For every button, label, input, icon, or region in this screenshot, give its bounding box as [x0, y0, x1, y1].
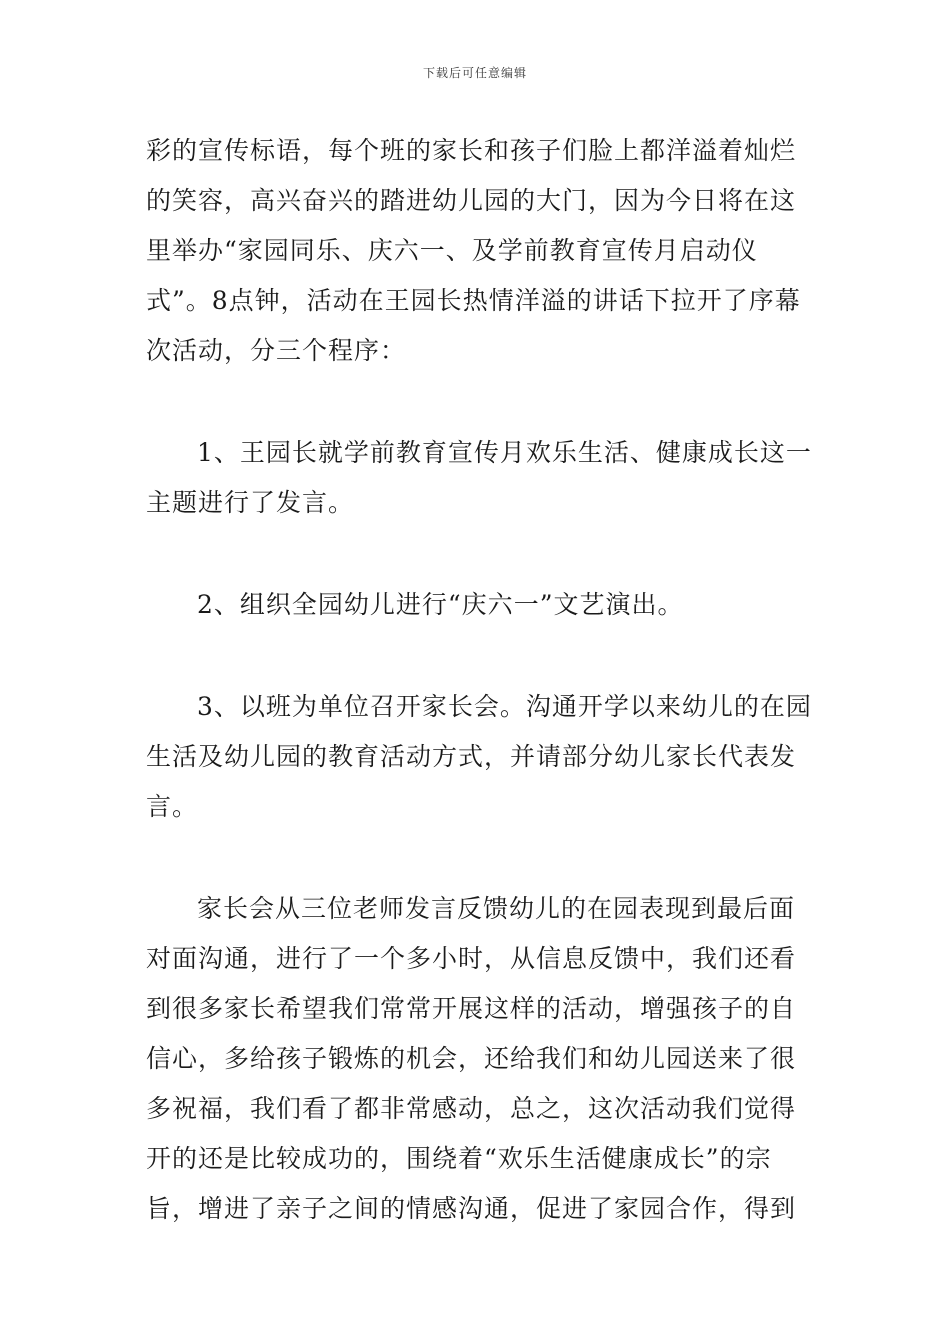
- text-line: 生活及幼儿园的教育活动方式，并请部分幼儿家长代表发: [146, 742, 797, 771]
- text-line: 里举办“家园同乐、庆六一、及学前教育宣传月启动仪: [146, 236, 758, 265]
- page-header: 下载后可任意编辑: [422, 66, 527, 80]
- text-line: 信心，多给孩子锻炼的机会，还给我们和幼儿园送来了很: [146, 1044, 797, 1073]
- text-line: 开的还是比较成功的，围绕着“欢乐生活健康成长”的宗: [146, 1144, 772, 1173]
- paragraph-program-2: [146, 580, 810, 630]
- text-line: 1、王园长就学前教育宣传月欢乐生活、健康成长这一: [197, 438, 812, 467]
- text-line: 3、以班为单位召开家长会。沟通开学以来幼儿的在园: [197, 692, 812, 721]
- document-body: [146, 126, 810, 1234]
- text-line: 家长会从三位老师发言反馈幼儿的在园表现到最后面: [197, 894, 796, 923]
- paragraph-spacer: [146, 832, 810, 884]
- paragraph-spacer: [146, 528, 810, 580]
- text-line: 彩的宣传标语，每个班的家长和孩子们脸上都洋溢着灿烂: [146, 136, 797, 165]
- text-line: 的笑容，高兴奋兴的踏进幼儿园的大门，因为今日将在这: [146, 186, 797, 215]
- paragraph-spacer: [146, 630, 810, 682]
- paragraph-summary: [146, 884, 810, 1234]
- text-line: 多祝福，我们看了都非常感动，总之，这次活动我们觉得: [146, 1094, 797, 1123]
- text-line: 言。: [146, 792, 199, 821]
- text-line: 式”。8点钟，活动在王园长热情洋溢的讲话下拉开了序幕: [146, 286, 801, 315]
- paragraph-spacer: [146, 376, 810, 428]
- text-line: 次活动，分三个程序：: [146, 336, 407, 365]
- paragraph-program-3: [146, 682, 810, 832]
- text-line: 到很多家长希望我们常常开展这样的活动，增强孩子的自: [146, 994, 797, 1023]
- paragraph-intro: [146, 126, 810, 376]
- text-line: 2、组织全园幼儿进行“庆六一”文艺演出。: [197, 590, 684, 619]
- text-line: 主题进行了发言。: [146, 488, 355, 517]
- text-line: 旨，增进了亲子之间的情感沟通，促进了家园合作，得到: [146, 1194, 797, 1223]
- paragraph-program-1: [146, 428, 810, 528]
- text-line: 对面沟通，进行了一个多小时，从信息反馈中，我们还看: [146, 944, 797, 973]
